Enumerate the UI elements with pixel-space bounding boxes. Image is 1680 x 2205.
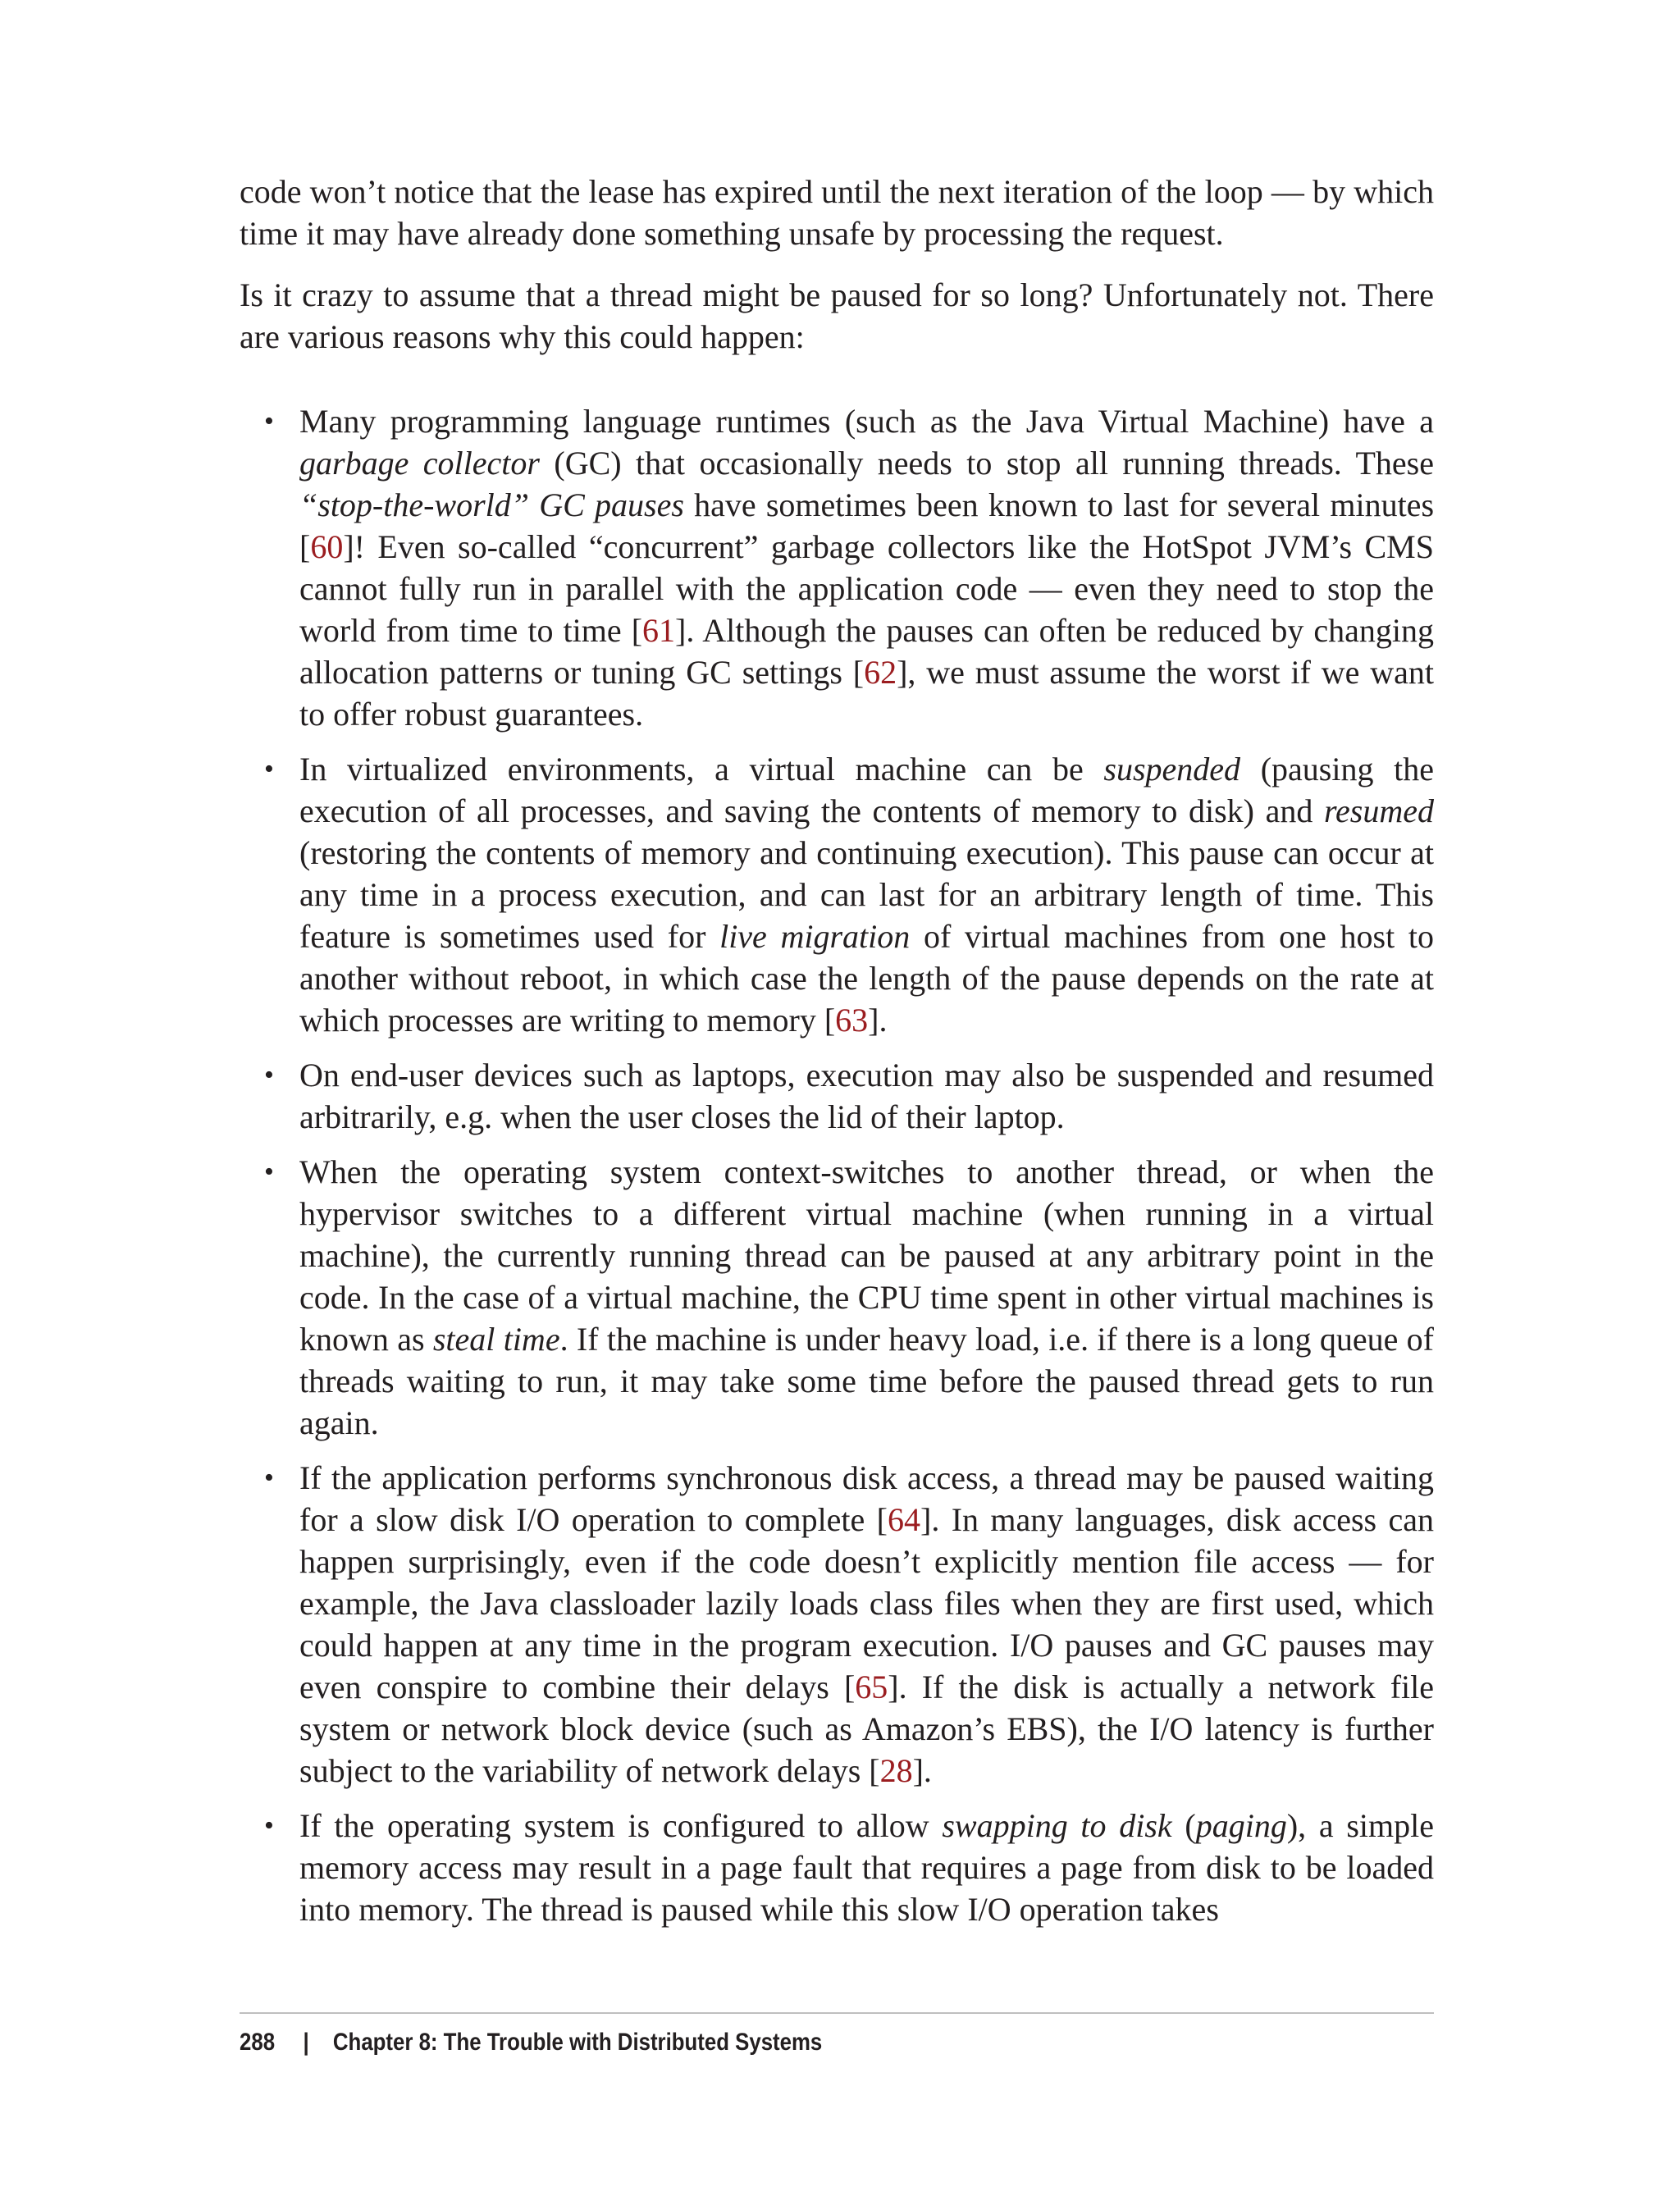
reference-link-63[interactable]: 63 — [835, 1002, 869, 1039]
reference-link-61[interactable]: 61 — [642, 612, 676, 649]
reference-link-62[interactable]: 62 — [864, 654, 897, 691]
paragraph-lease-expired: code won’t notice that the lease has expired until the next iteration of the loop — by which time it may have already done something unsafe by processing the request. — [240, 173, 1434, 252]
term-resumed: resumed — [1323, 792, 1434, 829]
reference-link-64[interactable]: 64 — [888, 1501, 920, 1538]
term-swapping-to-disk: swapping to disk — [942, 1807, 1172, 1844]
bullet-icon: • — [264, 1060, 274, 1090]
page-number: 288 — [240, 2029, 276, 2056]
term-garbage-collector: garbage collector — [299, 445, 540, 482]
footer-separator: | — [303, 2029, 309, 2056]
reference-link-28[interactable]: 28 — [879, 1752, 913, 1789]
page-footer — [240, 2025, 1267, 2061]
list-item-swapping: • If the operating system is configured to allow swapping to disk (paging), a simple memory access may result in a page fault that requires a page from disk to be loaded into memory. The thread is paused while this slow I/O operation takes — [240, 1805, 1434, 1930]
list-item-vm-suspend: • In virtualized environments, a virtual machine can be suspended (pausing the execution of all processes, and saving the contents of memory to disk) and resumed (restoring the contents of memory and continuing execution). This pause can occur at any time in a process execution, and can last for an arbitrary length of time. This feature is sometimes used for live migration of virtual machines from one host to another without reboot, in which case the length of the pause depends on the rate at which processes are writing to memory [63]. — [240, 748, 1434, 1041]
reference-link-60[interactable]: 60 — [310, 528, 344, 565]
bullet-icon: • — [264, 1810, 274, 1841]
paragraph-reasons-intro: Is it crazy to assume that a thread might be paused for so long? Unfortunately not. There are various reasons why this could happen: — [240, 276, 1434, 355]
pause-reasons-list — [240, 400, 1434, 1930]
reference-link-65[interactable]: 65 — [855, 1669, 888, 1705]
term-suspended: suspended — [1103, 751, 1241, 788]
bullet-icon: • — [264, 1463, 274, 1493]
term-live-migration: live migration — [719, 918, 911, 955]
bullet-icon: • — [264, 1157, 274, 1187]
list-item-disk-access: • If the application performs synchronous disk access, a thread may be paused waiting for a slow disk I/O operation to complete [64]. In many languages, disk access can happen surprisingly, even if the code doesn’t explicitly mention file access — for example, the Java classloader lazily loads class files when they are first used, which could happen at any time in the program execution. I/O pauses and GC pauses may even conspire to combine their delays [65]. If the disk is actually a network file system or network block device (such as Amazon’s EBS), the I/O latency is further subject to the variability of network delays [28]. — [240, 1457, 1434, 1792]
bullet-icon: • — [264, 406, 274, 436]
list-item-context-switch: • When the operating system context-switches to another thread, or when the hypervisor switches to a different virtual machine (when running in a virtual machine), the currently running thread can be paused at any arbitrary point in the code. In the case of a virtual machine, the CPU time spent in other virtual machines is known as steal time. If the machine is under heavy load, i.e. if there is a long queue of threads waiting to run, it may take some time before the paused thread gets to run again. — [240, 1151, 1434, 1444]
list-item-end-user-devices: • On end-user devices such as laptops, execution may also be suspended and resumed arbitrarily, e.g. when the user closes the lid of their laptop. — [240, 1054, 1434, 1138]
footer-divider — [240, 2012, 1434, 2014]
term-paging: paging — [1195, 1807, 1287, 1844]
term-steal-time: steal time — [432, 1321, 560, 1358]
term-stop-the-world: “stop-the-world” GC pauses — [299, 486, 684, 523]
chapter-title: Chapter 8: The Trouble with Distributed Systems — [332, 2029, 823, 2056]
list-item-gc-pauses: • Many programming language runtimes (such as the Java Virtual Machine) have a garbage collector (GC) that occasionally needs to stop all running threads. These “stop-the-world” GC pauses have sometimes been known to last for several minutes [60]! Even so-called “concurrent” garbage collectors like the HotSpot JVM’s CMS cannot fully run in parallel with the application code — even they need to stop the world from time to time [61]. Although the pauses can often be reduced by changing allocation patterns or tuning GC settings [62], we must assume the worst if we want to offer robust guarantees. — [240, 400, 1434, 735]
bullet-icon: • — [264, 754, 274, 784]
page-body — [240, 171, 1434, 1943]
